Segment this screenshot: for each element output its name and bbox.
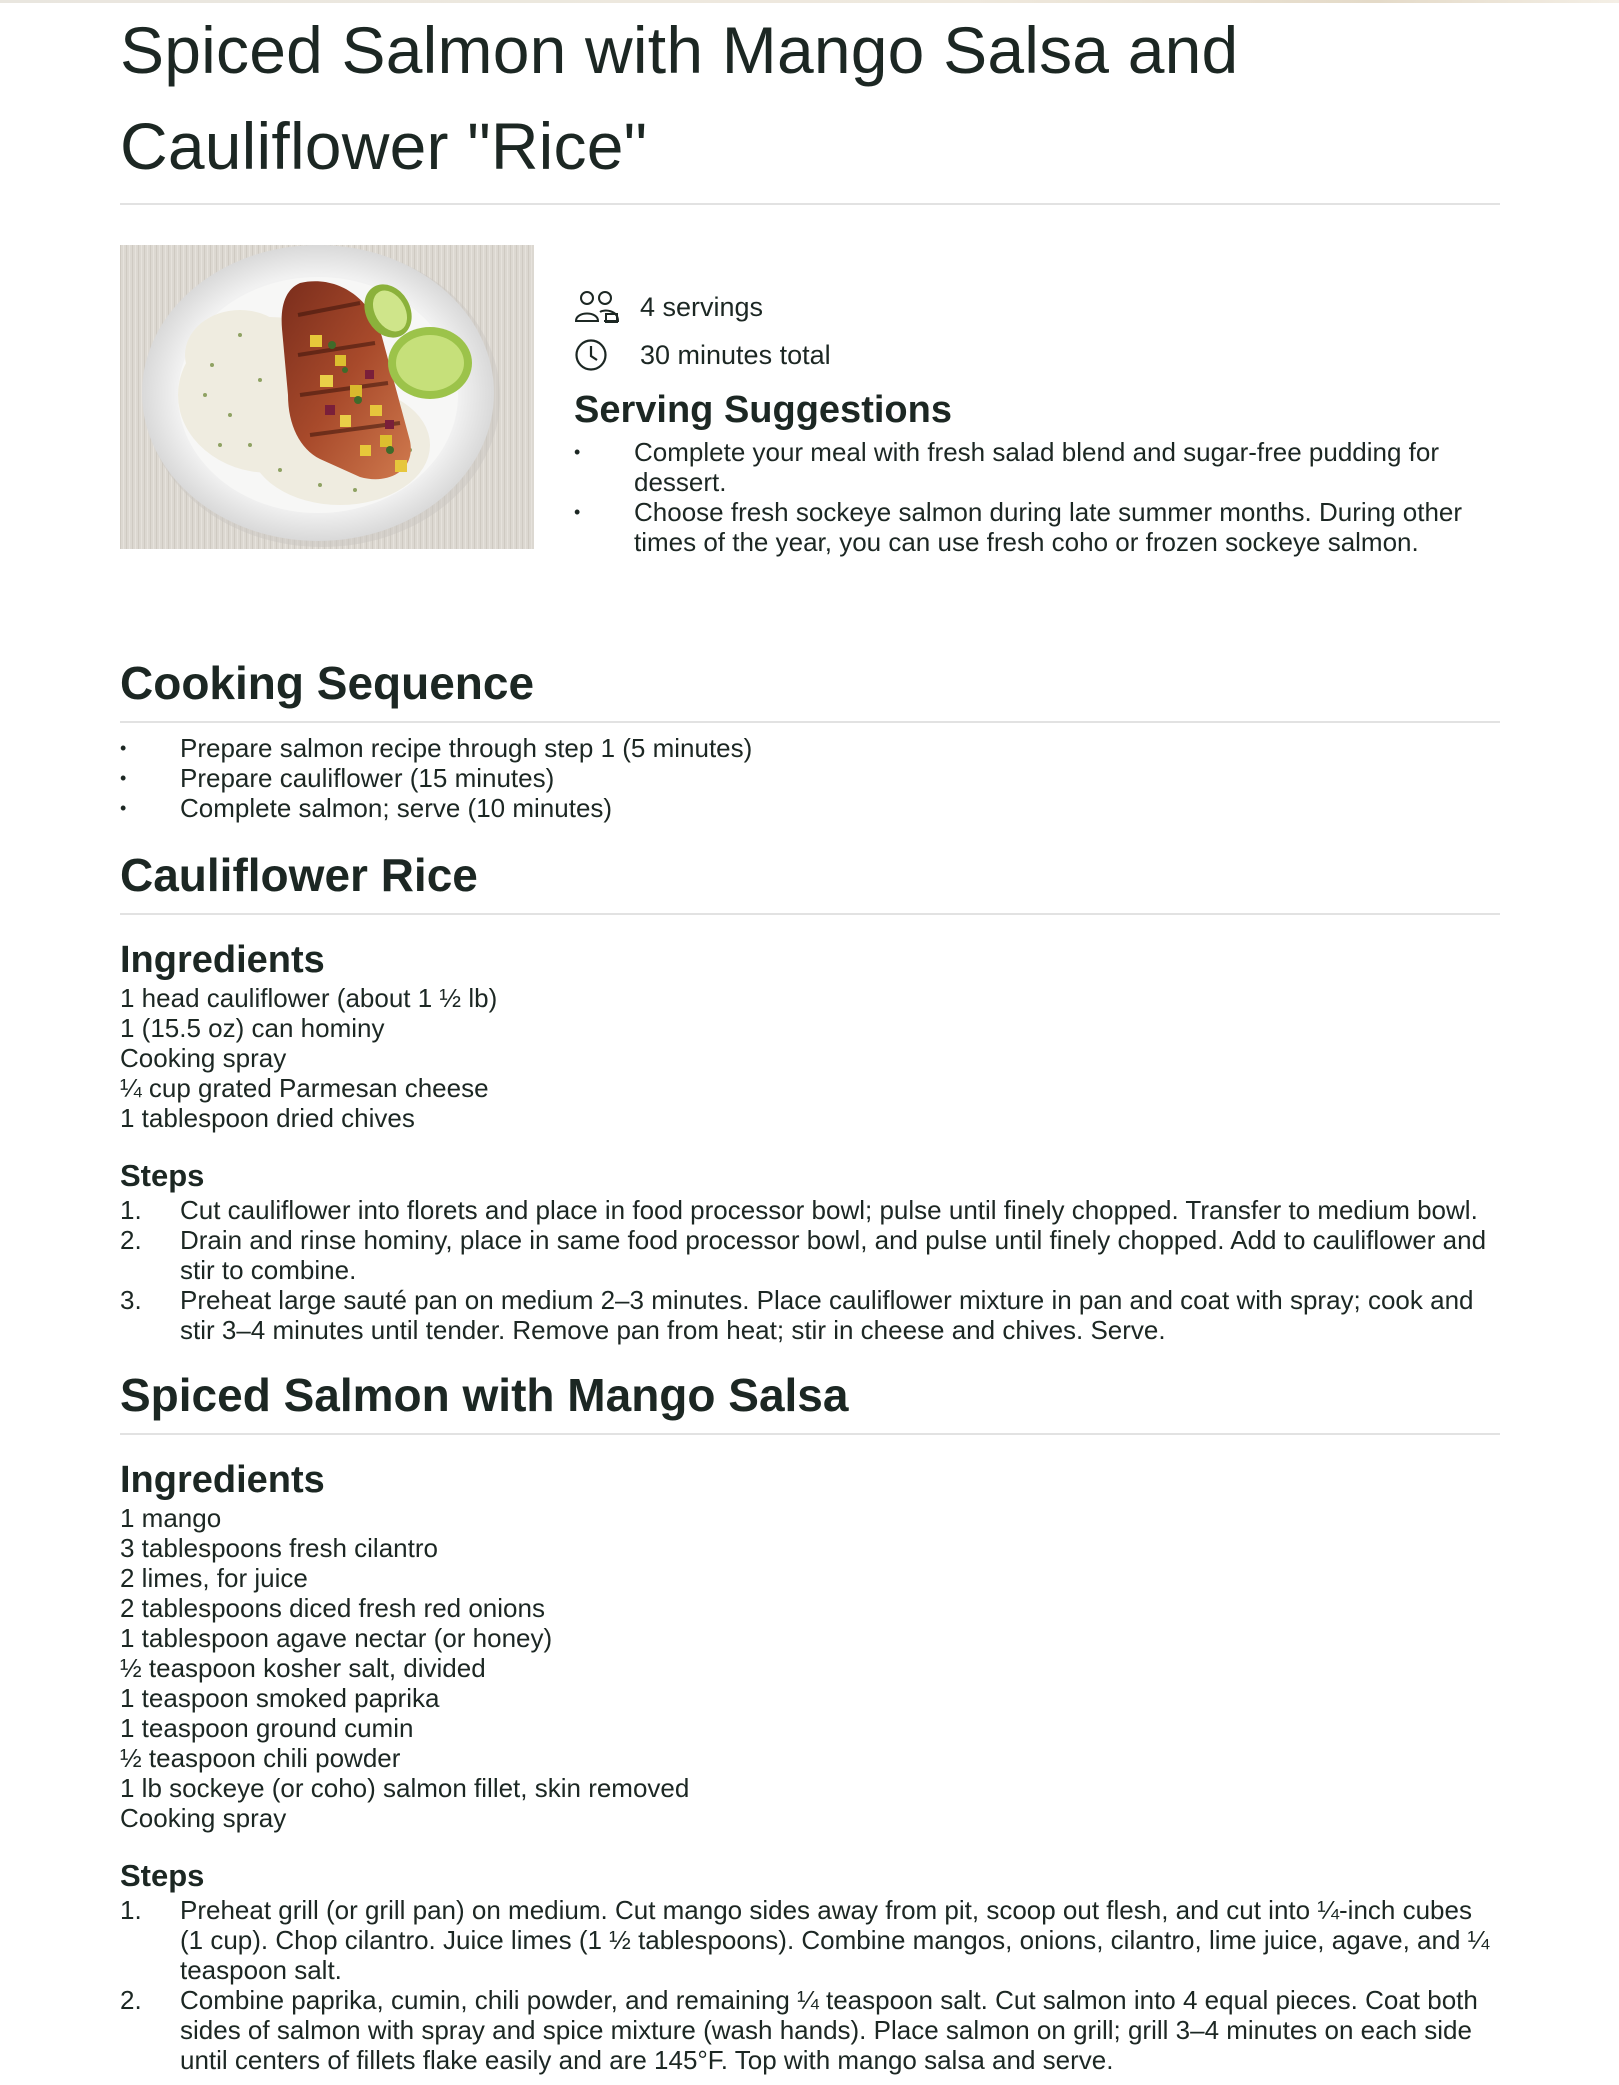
step-number: 1.	[120, 1895, 142, 1925]
time-text: 30 minutes total	[640, 339, 831, 370]
recipe-title	[120, 2, 1500, 194]
step-text: Cut cauliflower into florets and place in food processor bowl; pulse until finely chopped. Transfer to medium bowl.	[180, 1195, 1478, 1225]
people-icon	[574, 288, 620, 326]
ingredient-item: 1 teaspoon smoked paprika	[120, 1683, 440, 1713]
step-item	[120, 1285, 1500, 1345]
title-divider	[120, 203, 1500, 205]
cauliflower-ingredients-list	[120, 983, 1500, 1133]
step-text: Preheat grill (or grill pan) on medium. Cut mango sides away from pit, scoop out flesh, and cut into ¼-inch cubes (1 cup). Chop cilantro. Juice limes (1 ½ tablespoons). Combine mangos, onions, cilantro, lime juice, agave, and ¼ teaspoon salt.	[180, 1895, 1490, 1985]
cauliflower-rice-heading: Cauliflower Rice	[120, 849, 478, 901]
ingredient-item: 2 tablespoons diced fresh red onions	[120, 1593, 545, 1623]
ingredient-item: 1 teaspoon ground cumin	[120, 1713, 414, 1743]
ingredient-item: 1 tablespoon agave nectar (or honey)	[120, 1623, 553, 1653]
salmon-steps-list	[120, 1895, 1500, 2075]
ingredient-item: ½ teaspoon kosher salt, divided	[120, 1653, 486, 1683]
recipe-summary	[120, 245, 1500, 655]
salmon-plate-image	[120, 245, 534, 549]
step-text: Drain and rinse hominy, place in same food processor bowl, and pulse until finely chopped. Add to cauliflower and stir to combine.	[180, 1225, 1487, 1285]
cooking-sequence-item: • Prepare cauliflower (15 minutes)	[120, 763, 1500, 793]
recipe-photo	[120, 245, 534, 549]
cooking-sequence-item: • Prepare salmon recipe through step 1 (5 minutes)	[120, 733, 1500, 763]
recipe-title-line-1: Spiced Salmon with Mango Salsa and	[120, 13, 1239, 87]
recipe-title-line-2: Cauliflower "Rice"	[120, 109, 648, 183]
step-number: 2.	[120, 1985, 142, 2015]
step-item	[120, 1895, 1500, 1985]
ingredient-item: Cooking spray	[120, 1803, 287, 1833]
cauliflower-steps-heading: Steps	[120, 1158, 205, 1193]
ingredient-item: ¼ cup grated Parmesan cheese	[120, 1073, 489, 1103]
servings-row	[574, 283, 1504, 331]
servings-text: 4 servings	[640, 291, 764, 322]
step-text: Preheat large sauté pan on medium 2–3 minutes. Place cauliflower mixture in pan and coat with spray; cook and stir 3–4 minutes until tender. Remove pan from heat; stir in cheese and chives. Serve.	[180, 1285, 1474, 1345]
cooking-sequence-item: • Complete salmon; serve (10 minutes)	[120, 793, 1500, 823]
step-item	[120, 1225, 1500, 1285]
cooking-sequence-list	[120, 733, 1500, 823]
cooking-sequence-divider	[120, 721, 1500, 723]
ingredient-item: Cooking spray	[120, 1043, 287, 1073]
step-number: 3.	[120, 1285, 142, 1315]
serving-suggestions-heading: Serving Suggestions	[574, 389, 952, 431]
ingredient-item: 1 tablespoon dried chives	[120, 1103, 415, 1133]
clock-icon	[574, 336, 620, 374]
time-row	[574, 331, 1504, 379]
cooking-sequence-heading: Cooking Sequence	[120, 657, 535, 709]
cauliflower-steps-list	[120, 1195, 1500, 1345]
salmon-steps-heading: Steps	[120, 1858, 205, 1893]
salmon-ingredients-list	[120, 1503, 1500, 1833]
cauliflower-ingredients-heading: Ingredients	[120, 939, 325, 981]
spiced-salmon-divider	[120, 1433, 1500, 1435]
recipe-meta	[574, 283, 1504, 557]
step-item	[120, 1195, 1500, 1225]
ingredient-item: 1 lb sockeye (or coho) salmon fillet, skin removed	[120, 1773, 690, 1803]
step-number: 2.	[120, 1225, 142, 1255]
step-number: 1.	[120, 1195, 142, 1225]
recipe-page	[120, 0, 1500, 2075]
spiced-salmon-heading: Spiced Salmon with Mango Salsa	[120, 1369, 849, 1421]
salmon-ingredients-heading: Ingredients	[120, 1459, 325, 1501]
serving-suggestions-list	[574, 437, 1504, 557]
serving-suggestion-item: • Complete your meal with fresh salad blend and sugar-free pudding for dessert.	[574, 437, 1504, 497]
step-text: Combine paprika, cumin, chili powder, and remaining ¼ teaspoon salt. Cut salmon into 4 equal pieces. Coat both sides of salmon with spray and spice mixture (wash hands). Place salmon on grill; grill 3–4 minutes on each side until centers of fillets flake easily and are 145°F. Top with mango salsa and serve.	[180, 1985, 1478, 2075]
ingredient-item: 3 tablespoons fresh cilantro	[120, 1533, 438, 1563]
ingredient-item: ½ teaspoon chili powder	[120, 1743, 401, 1773]
serving-suggestion-item: • Choose fresh sockeye salmon during late summer months. During other times of the year, you can use fresh coho or frozen sockeye salmon.	[574, 497, 1504, 557]
ingredient-item: 1 head cauliflower (about 1 ½ lb)	[120, 983, 498, 1013]
ingredient-item: 1 mango	[120, 1503, 222, 1533]
step-item	[120, 1985, 1500, 2075]
cauliflower-rice-divider	[120, 913, 1500, 915]
ingredient-item: 2 limes, for juice	[120, 1563, 308, 1593]
ingredient-item: 1 (15.5 oz) can hominy	[120, 1013, 385, 1043]
